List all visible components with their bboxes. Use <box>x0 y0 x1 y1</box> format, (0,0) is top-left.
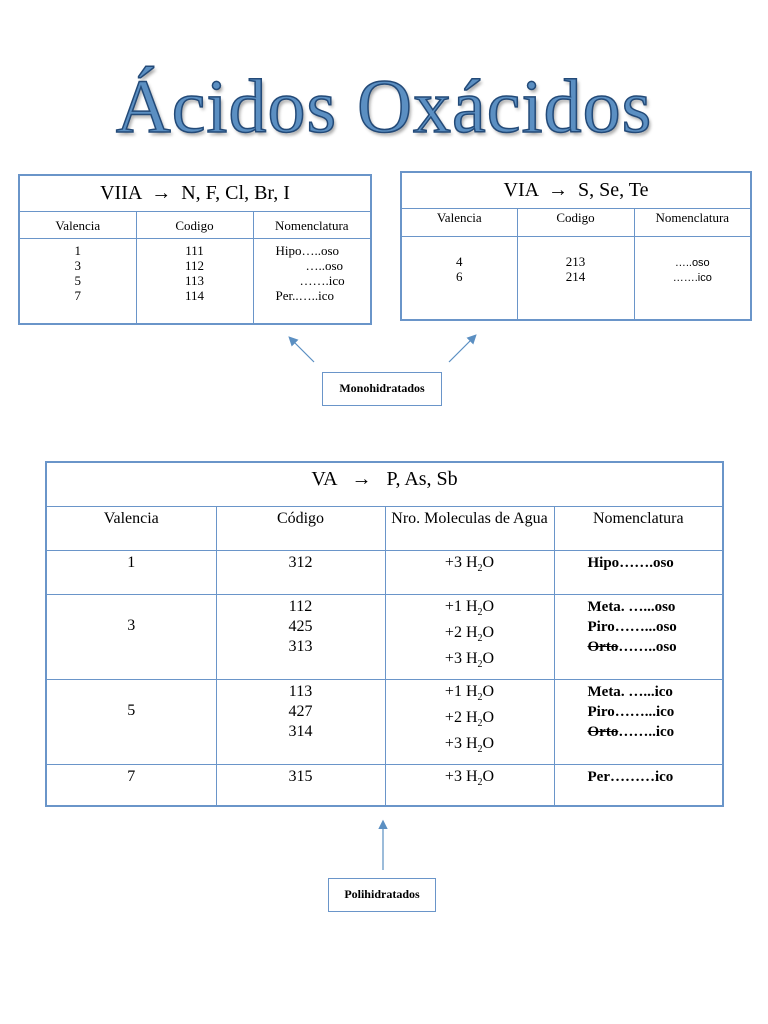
page-title: Ácidos Oxácidos <box>115 65 653 149</box>
va-nom-suffix: ………ico <box>609 768 674 785</box>
va-body <box>46 550 723 806</box>
va-codigo: 312 <box>288 553 313 571</box>
viia-codigo-cell: 113 <box>184 272 205 288</box>
via-col-codigo: Codigo <box>517 208 634 236</box>
via-codigo-cell: 213 <box>565 253 586 269</box>
va-elements: P, As, Sb <box>386 468 458 490</box>
va-codigo-cell <box>216 764 385 806</box>
va-agua: +1 $H_2O$ <box>444 682 495 703</box>
va-col-valencia: Valencia <box>46 506 216 550</box>
va-nomenclatura <box>588 617 723 637</box>
polihidratados-label: Polihidratados <box>328 878 436 912</box>
va-group: VA <box>311 468 337 490</box>
va-nom-suffix: . …...ico <box>620 683 673 700</box>
va-nom-prefix: Per <box>587 768 610 785</box>
va-nomenclatura-cell <box>554 594 723 679</box>
viia-col-valencia: Valencia <box>19 211 136 238</box>
via-group: VIA <box>503 179 538 202</box>
va-nom-suffix: …….oso <box>619 554 674 571</box>
va-nomenclatura <box>588 767 723 787</box>
va-valencia-cell: 1 <box>46 550 216 594</box>
va-nomenclatura <box>588 722 723 742</box>
viia-codigo-cell: 111 <box>185 242 204 258</box>
va-valencia-cell: 5 <box>46 679 216 764</box>
va-nom-suffix: ……..ico <box>618 723 675 740</box>
va-nom-suffix: ……..oso <box>618 638 677 655</box>
va-codigo: 314 <box>288 722 313 740</box>
va-codigo: 113 <box>288 682 313 700</box>
va-col-nomenclatura: Nomenclatura <box>554 506 723 550</box>
viia-nom-cell: Hipo…..oso <box>275 242 340 258</box>
arrow-to-viia <box>290 338 314 362</box>
va-agua: +3 $H_2O$ <box>444 767 495 788</box>
viia-valencia-cell: 5 <box>74 272 81 288</box>
va-nom-prefix: Orto <box>587 723 619 740</box>
va-agua: +2 $H_2O$ <box>444 708 495 729</box>
va-arrow: → <box>351 468 372 490</box>
va-nomenclatura-cell <box>554 550 723 594</box>
viia-valencia-cell: 3 <box>74 257 81 273</box>
viia-codigo-cell: 112 <box>184 257 205 273</box>
va-nomenclatura <box>588 597 723 617</box>
va-nom-suffix: ……...oso <box>614 618 677 635</box>
va-nom-prefix: Piro <box>587 618 615 635</box>
va-codigo-cell <box>216 594 385 679</box>
va-nomenclatura <box>588 637 723 657</box>
viia-nom-cell: …..oso <box>305 257 344 273</box>
viia-elements: N, F, Cl, Br, I <box>181 182 290 205</box>
va-row <box>46 764 723 806</box>
va-agua: +3 $H_2O$ <box>444 553 495 574</box>
va-row <box>46 679 723 764</box>
via-elements: S, Se, Te <box>578 179 649 202</box>
va-nomenclatura <box>588 682 723 702</box>
viia-arrow: → <box>151 182 172 205</box>
va-table <box>45 461 724 807</box>
via-nom-cell: …….ico <box>672 271 712 284</box>
va-row <box>46 594 723 679</box>
va-agua-cell <box>385 679 554 764</box>
va-codigo: 112 <box>288 597 313 615</box>
va-nom-prefix: Piro <box>587 703 615 720</box>
viia-nom-cell: Per..…..ico <box>275 287 334 303</box>
via-valencia-cell: 6 <box>456 268 463 284</box>
va-codigo-cell <box>216 679 385 764</box>
arrow-to-via <box>449 336 475 362</box>
viia-group: VIIA <box>100 182 142 205</box>
va-nom-prefix: Meta <box>587 598 621 615</box>
va-agua-cell <box>385 764 554 806</box>
va-valencia-cell: 3 <box>46 594 216 679</box>
va-agua: +1 $H_2O$ <box>444 597 495 618</box>
va-nomenclatura <box>588 702 723 722</box>
va-codigo: 425 <box>288 617 313 635</box>
va-agua-cell <box>385 594 554 679</box>
va-agua: +2 $H_2O$ <box>444 623 495 644</box>
va-codigo: 427 <box>288 702 313 720</box>
via-col-valencia: Valencia <box>401 208 517 236</box>
via-arrow: → <box>548 179 568 202</box>
va-nom-prefix: Hipo <box>587 554 620 571</box>
va-nom-suffix: ……...ico <box>614 703 675 720</box>
va-valencia-cell: 7 <box>46 764 216 806</box>
va-agua: +3 $H_2O$ <box>444 734 495 756</box>
va-nom-prefix: Meta <box>587 683 621 700</box>
viia-nom-cell: …….ico <box>299 272 345 288</box>
va-nom-prefix: Orto <box>587 638 619 655</box>
via-valencia-cell: 4 <box>456 253 463 269</box>
va-nomenclatura-cell <box>554 764 723 806</box>
viia-col-nomenclatura: Nomenclatura <box>253 211 371 238</box>
va-nom-suffix: . …...oso <box>620 598 676 615</box>
va-header <box>46 462 723 506</box>
va-agua: +3 $H_2O$ <box>444 649 495 671</box>
va-codigo: 313 <box>288 637 313 655</box>
via-nom-cell: …..oso <box>674 256 710 269</box>
viia-col-codigo: Codigo <box>136 211 253 238</box>
va-nomenclatura <box>588 553 723 573</box>
va-agua-cell <box>385 550 554 594</box>
viia-valencia-cell: 1 <box>74 242 81 258</box>
va-nomenclatura-cell <box>554 679 723 764</box>
va-codigo: 315 <box>288 767 313 785</box>
va-col-agua: Nro. Moleculas de Agua <box>385 506 554 550</box>
monohidratados-label: Monohidratados <box>322 372 442 406</box>
va-col-codigo: Código <box>216 506 385 550</box>
via-codigo-cell: 214 <box>565 268 586 284</box>
viia-codigo-cell: 114 <box>184 287 205 303</box>
va-codigo-cell <box>216 550 385 594</box>
va-row <box>46 550 723 594</box>
via-col-nomenclatura: Nomenclatura <box>634 208 751 236</box>
viia-valencia-cell: 7 <box>74 287 81 303</box>
